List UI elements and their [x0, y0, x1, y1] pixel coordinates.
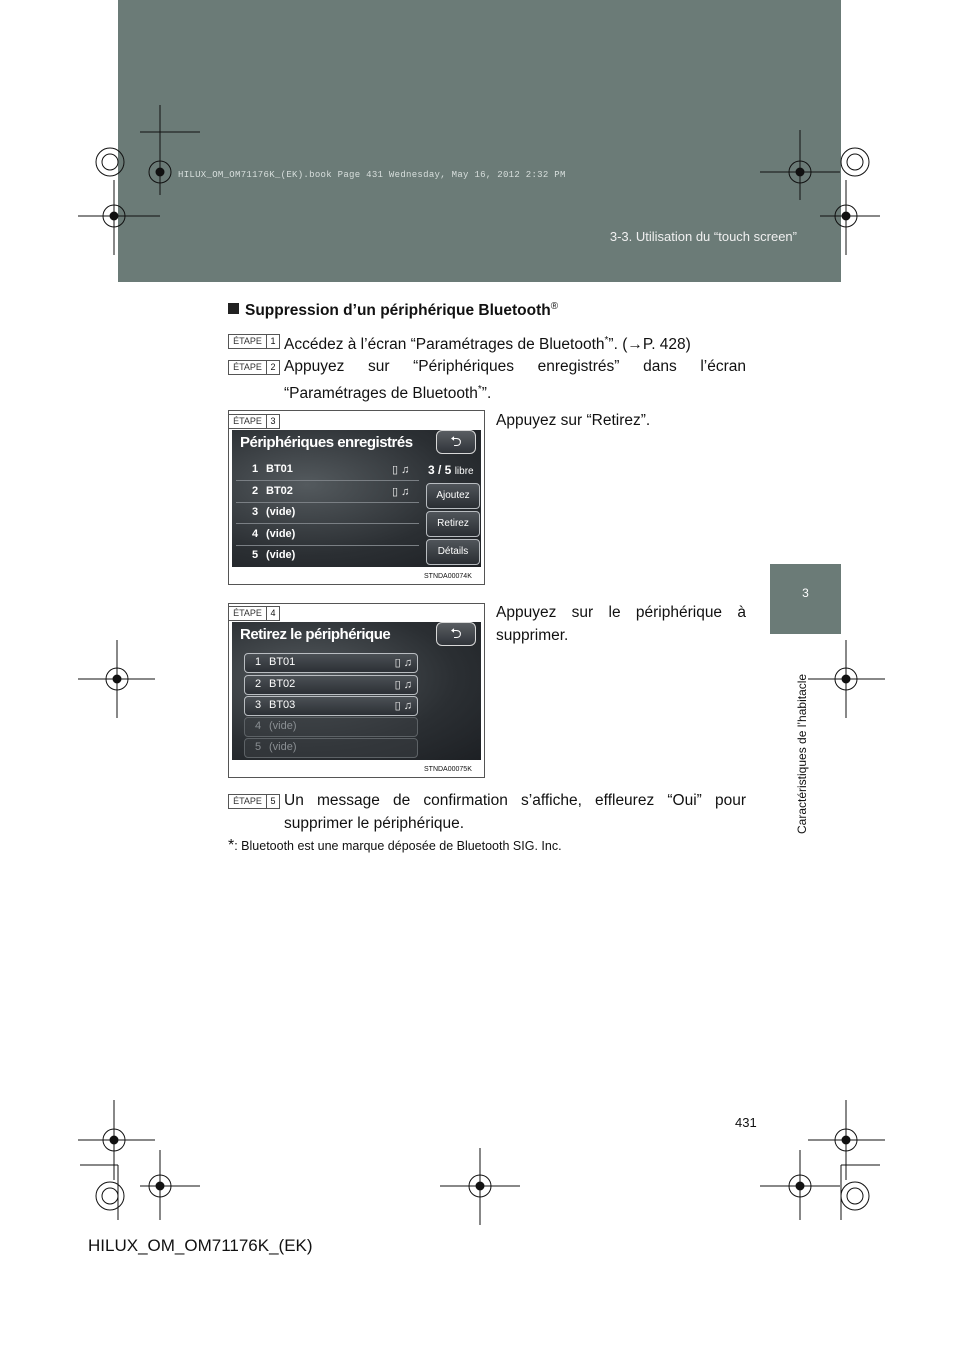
step-5-text: Un message de confirmation s’affiche, effleurez “Oui” pour supprimer le périphérique. [284, 792, 746, 832]
device-item-empty: 5 (vide) [244, 738, 418, 758]
back-button[interactable]: ⮌ [436, 622, 476, 646]
heading-bullet-icon [228, 303, 239, 314]
chapter-label-text: Caractéristiques de l’habitacle [795, 673, 809, 834]
figure-code: STNDA00075K [424, 766, 472, 773]
phone-music-icon: ▯ ♫ [394, 700, 412, 712]
screen-title: Périphériques enregistrés [240, 434, 413, 451]
phone-music-icon: ▯ ♫ [392, 464, 410, 476]
step-4-text: Appuyez sur le périphérique à supprimer. [496, 604, 746, 644]
step-3-text: Appuyez sur “Retirez”. [496, 412, 651, 429]
device-item-bt02[interactable]: 2 BT02 ▯ ♫ [244, 675, 418, 695]
phone-music-icon: ▯ ♫ [394, 679, 412, 691]
registered-mark: ® [550, 301, 559, 312]
step-label-2: ÉTAPE 2 [228, 360, 280, 375]
heading-text: Suppression d’un périphérique Bluetooth [245, 302, 551, 320]
section-title: 3-3. Utilisation du “touch screen” [609, 229, 797, 244]
step-label-1: ÉTAPE 1 [228, 334, 280, 349]
phone-music-icon: ▯ ♫ [394, 657, 412, 669]
step-2-text: Appuyez sur “Périphériques enregistrés” dans l’écran “Paramétrages de Bluetooth*”. [284, 358, 746, 403]
chapter-number: 3 [802, 586, 809, 600]
step-1-text: Accédez à l’écran “Paramétrages de Bluetooth*”. (→P. 428) [284, 335, 691, 354]
step-label-3: ÉTAPE 3 [228, 414, 280, 429]
model-code: HILUX_OM_OM71176K_(EK) [88, 1236, 313, 1255]
device-item-bt03[interactable]: 3 BT03 ▯ ♫ [244, 696, 418, 716]
row-divider [236, 545, 419, 546]
device-item-empty: 4 (vide) [244, 717, 418, 737]
page-number: 431 [735, 1115, 757, 1130]
back-button[interactable]: ⮌ [436, 430, 476, 454]
phone-music-icon: ▯ ♫ [392, 486, 410, 498]
footnote: *: Bluetooth est une marque déposée de Bluetooth SIG. Inc. [228, 837, 562, 854]
row-divider [236, 502, 419, 503]
book-info: HILUX_OM_OM71176K_(EK).book Page 431 Wednesday, May 16, 2012 2:32 PM [178, 170, 566, 180]
remove-button[interactable]: Retirez [426, 511, 480, 537]
row-divider [236, 480, 419, 481]
device-item-bt01[interactable]: 1 BT01 ▯ ♫ [244, 653, 418, 673]
step-label-4: ÉTAPE 4 [228, 606, 280, 621]
figure-code: STNDA00074K [424, 573, 472, 580]
row-divider [236, 523, 419, 524]
step-label-5: ÉTAPE 5 [228, 794, 280, 809]
section-heading [228, 301, 558, 320]
screen-title: Retirez le périphérique [240, 626, 391, 643]
add-button[interactable]: Ajoutez [426, 483, 480, 509]
free-slots-counter: 3 / 5 libre [428, 463, 474, 477]
registered-devices-screen: Périphériques enregistrés ⮌ 1 BT01 ▯ ♫ 2 BT02 ▯ ♫ 3 (vide) 4 (vide) 5 (vide) 3 / 5 libre Ajoutez Retirez Détails [232, 430, 481, 567]
remove-device-screen [232, 622, 481, 760]
details-button[interactable]: Détails [426, 539, 480, 565]
